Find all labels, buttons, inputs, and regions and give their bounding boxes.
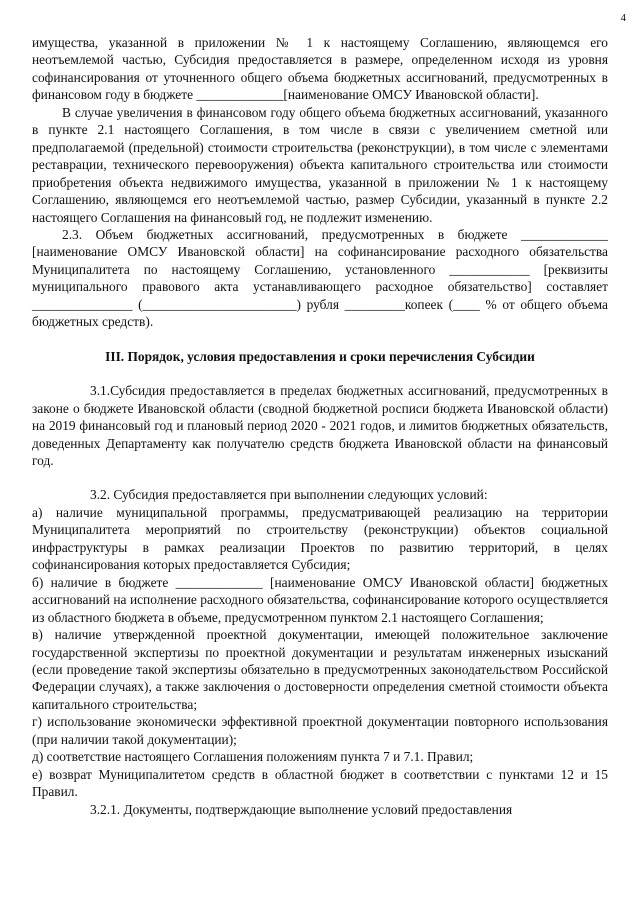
paragraph-3-2-1: 3.2.1. Документы, подтверждающие выполнение условий предоставления: [90, 801, 513, 817]
condition-v: в) наличие утвержденной проектной документации, имеющей положительное заключение государственной экспертизы по проектной документации и результатам инженерных изысканий (если проведение такой экспертизы обязательно в предусмотренных законодательством Российской Федерации случаях), а также заключения о достоверности определения сметной стоимости объекта капитального строительства;: [32, 627, 608, 712]
paragraph-budget-increase: В случае увеличения в финансовом году общего объема бюджетных ассигнований, указанного в пункте 2.1 настоящего Соглашения, в том числе в связи с увеличением сметной или предполагаемой (предельной) стоимости строительства (реконструкции), в том числе с элементами реставрации, технического перевооружения) объекта капитального строительства или стоимости приобретения объекта недвижимого имущества, указанной в приложении № 1 к настоящему Соглашению, являющемся его неотъемлемой частью, размер Субсидии, указанный в пункте 2.2 настоящего Соглашения на финансовый год, не подлежит изменению.: [32, 104, 608, 225]
condition-e: е) возврат Муниципалитетом средств в областной бюджет в соответствии с пунктами 12 и 15 Правил.: [32, 766, 608, 800]
paragraph-continuation: имущества, указанной в приложении № 1 к настоящему Соглашению, являющемся его неотъемлемой частью, Субсидия предоставляется в размере, определенном исходя из уровня софинансирования от уточненного общего объема бюджетных ассигнований, предусмотренных в финансовом году в бюджете _____________[наименование ОМСУ Ивановской области].: [32, 35, 608, 103]
condition-d: д) соответствие настоящего Соглашения положениям пункта 7 и 7.1. Правил;: [32, 749, 474, 765]
condition-a: а) наличие муниципальной программы, предусматривающей реализацию на территории Муниципалитета мероприятий по строительству (реконструкции) объектов социальной инфраструктуры в рамках реализации Проектов по развитию территорий, в целях софинансирования которых предоставляется Субсидия;: [32, 504, 608, 573]
page-number: 4: [620, 12, 626, 24]
paragraph-2-3: 2.3. Объем бюджетных ассигнований, предусмотренных в бюджете _____________ [наименование ОМСУ Ивановской области] на софинансирование расходного обязательства Муниципалитета по настоящему Соглашению, установленного ____________ [реквизиты муниципального правового акта устанавливающего расходное обязательство] составляет _______________ (_______________________) рубля _________копеек (____ % от общего объема бюджетных средств).: [32, 226, 608, 330]
condition-g: г) использование экономически эффективной проектной документации повторного использования (при наличии такой документации);: [32, 714, 608, 747]
paragraph-3-1: 3.1.Субсидия предоставляется в пределах бюджетных ассигнований, предусмотренных в законе о бюджете Ивановской области (сводной бюджетной росписи бюджета Ивановской области) на 2019 финансовый год и плановый период 2020 - 2021 годов, и лимитов бюджетных обязательств, доведенных Департаменту как получателю средств бюджета Ивановской области на финансовый год.: [32, 383, 608, 468]
condition-b: б) наличие в бюджете _____________ [наименование ОМСУ Ивановской области] бюджетных ассигнований на исполнение расходного обязательства, софинансирование которого осуществляется из областного бюджета в объеме, предусмотренном пунктом 2.1 настоящего Соглашения;: [32, 574, 608, 625]
document-body: [32, 34, 608, 818]
section-heading-3: III. Порядок, условия предоставления и сроки перечисления Субсидии: [105, 348, 535, 364]
paragraph-3-2: 3.2. Субсидия предоставляется при выполнении следующих условий:: [90, 487, 488, 503]
